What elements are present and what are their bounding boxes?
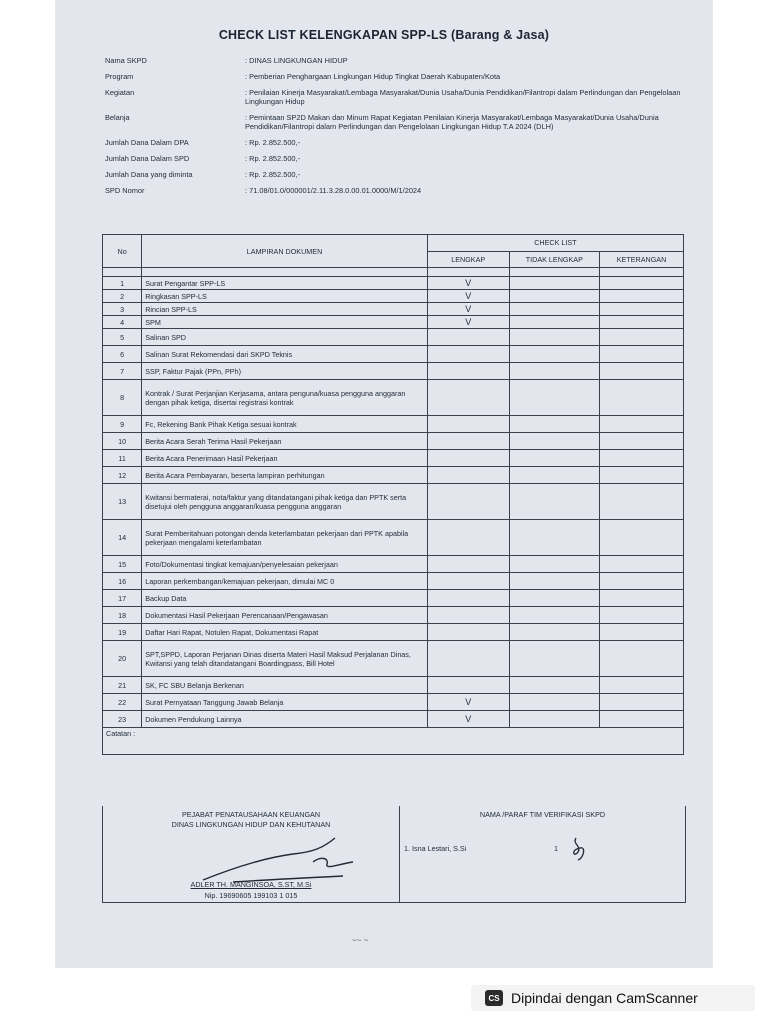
- row-keterangan: [600, 590, 684, 607]
- row-document: Surat Pengantar SPP-LS: [142, 277, 428, 290]
- row-lengkap: [427, 677, 509, 694]
- row-tidak-lengkap: [509, 416, 599, 433]
- meta-label: Program: [105, 72, 134, 81]
- row-keterangan: [600, 694, 684, 711]
- row-keterangan: [600, 433, 684, 450]
- row-document: Fc, Rekening Bank Pihak Ketiga sesuai kontrak: [142, 416, 428, 433]
- table-row: [103, 694, 684, 711]
- row-document: Salinan SPD: [142, 329, 428, 346]
- table-row: [103, 450, 684, 467]
- row-tidak-lengkap: [509, 484, 599, 520]
- row-lengkap: [427, 556, 509, 573]
- official-title: PEJABAT PENATAUSAHAAN KEUANGAN: [181, 810, 321, 819]
- row-document: Kwitansi bermaterai, nota/faktur yang ditandatangani pihak ketiga dan PPTK serta disetujui oleh pengguna anggaran/kuasa pengguna anggaran: [142, 484, 428, 520]
- row-keterangan: [600, 277, 684, 290]
- table-row: [103, 711, 684, 728]
- table-row: [103, 556, 684, 573]
- row-document: Ringkasan SPP-LS: [142, 290, 428, 303]
- row-lengkap: [427, 467, 509, 484]
- row-document: Laporan perkembangan/kemajuan pekerjaan, dimulai MC 0: [142, 573, 428, 590]
- row-keterangan: [600, 641, 684, 677]
- row-keterangan: [600, 624, 684, 641]
- row-number: 11: [103, 450, 142, 467]
- row-tidak-lengkap: [509, 711, 599, 728]
- signature-block: [102, 806, 686, 903]
- table-row: [103, 380, 684, 416]
- header-no: No: [103, 235, 142, 268]
- header-lampiran: LAMPIRAN DOKUMEN: [142, 235, 428, 268]
- signature-right: [400, 806, 685, 902]
- official-nip: Nip. 19690605 199103 1 015: [204, 891, 298, 900]
- row-document: Salinan Surat Rekomendasi dari SKPD Teknis: [142, 346, 428, 363]
- row-document: SK, FC SBU Belanja Berkenan: [142, 677, 428, 694]
- meta-label: Kegiatan: [105, 88, 135, 97]
- meta-label: SPD Nomor: [105, 186, 145, 195]
- row-tidak-lengkap: [509, 573, 599, 590]
- row-document: SPT,SPPD, Laporan Perjanan Dinas diserta Materi Hasil Maksud Perjalanan Dinas, Kwitansi yang telah ditandatangani Boardingpass, Bill Hotel: [142, 641, 428, 677]
- row-tidak-lengkap: [509, 316, 599, 329]
- header-checklist: CHECK LIST: [427, 235, 683, 252]
- row-number: 5: [103, 329, 142, 346]
- row-tidak-lengkap: [509, 433, 599, 450]
- row-lengkap: [427, 416, 509, 433]
- row-document: Daftar Hari Rapat, Notulen Rapat, Dokumentasi Rapat: [142, 624, 428, 641]
- row-lengkap: V: [427, 290, 509, 303]
- row-number: 8: [103, 380, 142, 416]
- row-lengkap: V: [427, 711, 509, 728]
- meta-block: [105, 56, 685, 202]
- camscanner-icon: CS: [485, 990, 503, 1006]
- row-tidak-lengkap: [509, 363, 599, 380]
- table-row: [103, 363, 684, 380]
- verifier-name: 1. Isna Lestari, S.Si: [404, 844, 467, 853]
- row-keterangan: [600, 677, 684, 694]
- row-document: Berita Acara Serah Terima Hasil Pekerjaan: [142, 433, 428, 450]
- meta-value: : Rp. 2.852.500,-: [245, 154, 301, 163]
- document-title: CHECK LIST KELENGKAPAN SPP-LS (Barang & Jasa): [218, 28, 550, 42]
- row-tidak-lengkap: [509, 380, 599, 416]
- row-number: 16: [103, 573, 142, 590]
- row-tidak-lengkap: [509, 607, 599, 624]
- row-tidak-lengkap: [509, 520, 599, 556]
- table-row: [103, 316, 684, 329]
- row-tidak-lengkap: [509, 556, 599, 573]
- row-tidak-lengkap: [509, 303, 599, 316]
- row-keterangan: [600, 363, 684, 380]
- meta-row: [105, 170, 685, 179]
- row-lengkap: [427, 641, 509, 677]
- verifier-heading: NAMA /PARAF TIM VERIFIKASI SKPD: [479, 810, 606, 819]
- row-lengkap: [427, 363, 509, 380]
- table-row: [103, 573, 684, 590]
- meta-value: : Pemberian Penghargaan Lingkungan Hidup Tingkat Daerah Kabupaten/Kota: [245, 72, 501, 81]
- row-tidak-lengkap: [509, 677, 599, 694]
- meta-value: : DINAS LINGKUNGAN HIDUP: [245, 56, 348, 65]
- row-tidak-lengkap: [509, 450, 599, 467]
- row-tidak-lengkap: [509, 694, 599, 711]
- row-keterangan: [600, 556, 684, 573]
- row-lengkap: [427, 484, 509, 520]
- row-tidak-lengkap: [509, 624, 599, 641]
- row-number: 14: [103, 520, 142, 556]
- row-number: 10: [103, 433, 142, 450]
- meta-row: [105, 56, 685, 65]
- row-keterangan: [600, 380, 684, 416]
- row-tidak-lengkap: [509, 590, 599, 607]
- row-number: 4: [103, 316, 142, 329]
- verifier-paraf: [568, 836, 590, 862]
- row-number: 2: [103, 290, 142, 303]
- row-number: 1: [103, 277, 142, 290]
- row-lengkap: V: [427, 277, 509, 290]
- row-number: 21: [103, 677, 142, 694]
- row-keterangan: [600, 303, 684, 316]
- table-row: [103, 624, 684, 641]
- row-document: Rincian SPP-LS: [142, 303, 428, 316]
- meta-row: [105, 88, 685, 106]
- row-lengkap: [427, 624, 509, 641]
- row-document: Surat Pemberitahuan potongan denda keterlambatan pekerjaan dari PPTK apabila pekerjaan mengalami keterlambatan: [142, 520, 428, 556]
- table-row: [103, 416, 684, 433]
- row-keterangan: [600, 711, 684, 728]
- row-lengkap: [427, 520, 509, 556]
- checklist-table: [102, 234, 684, 755]
- row-document: Dokumentasi Hasil Pekerjaan Perencanaan/Pengawasan: [142, 607, 428, 624]
- row-keterangan: [600, 520, 684, 556]
- row-lengkap: [427, 433, 509, 450]
- row-number: 19: [103, 624, 142, 641]
- meta-label: Jumlah Dana Dalam SPD: [105, 154, 190, 163]
- row-keterangan: [600, 329, 684, 346]
- table-row: [103, 484, 684, 520]
- row-document: SSP, Faktur Pajak (PPn, PPh): [142, 363, 428, 380]
- table-row: [103, 520, 684, 556]
- row-lengkap: V: [427, 316, 509, 329]
- row-number: 17: [103, 590, 142, 607]
- row-lengkap: [427, 329, 509, 346]
- scanned-page: [55, 0, 713, 968]
- row-document: Dokumen Pendukung Lainnya: [142, 711, 428, 728]
- table-row: [103, 433, 684, 450]
- table-row: [103, 677, 684, 694]
- meta-value: : Rp. 2.852.500,-: [245, 138, 301, 147]
- row-document: Surat Pernyataan Tanggung Jawab Belanja: [142, 694, 428, 711]
- row-lengkap: V: [427, 694, 509, 711]
- row-keterangan: [600, 416, 684, 433]
- row-number: 9: [103, 416, 142, 433]
- verifier-number: 1: [554, 844, 558, 853]
- row-keterangan: [600, 346, 684, 363]
- table-row: [103, 303, 684, 316]
- table-row: [103, 277, 684, 290]
- row-keterangan: [600, 573, 684, 590]
- meta-row: [105, 72, 685, 81]
- row-document: SPM: [142, 316, 428, 329]
- official-department: DINAS LINGKUNGAN HIDUP DAN KEHUTANAN: [171, 820, 331, 829]
- row-document: Berita Acara Pembayaran, beserta lampiran perhitungan: [142, 467, 428, 484]
- row-keterangan: [600, 484, 684, 520]
- row-number: 7: [103, 363, 142, 380]
- row-tidak-lengkap: [509, 467, 599, 484]
- row-number: 13: [103, 484, 142, 520]
- row-lengkap: V: [427, 303, 509, 316]
- row-tidak-lengkap: [509, 290, 599, 303]
- row-document: Berita Acara Penerimaan Hasil Pekerjaan: [142, 450, 428, 467]
- signature-left: [103, 806, 400, 902]
- row-number: 22: [103, 694, 142, 711]
- row-lengkap: [427, 573, 509, 590]
- header-lengkap: LENGKAP: [427, 251, 509, 268]
- row-lengkap: [427, 590, 509, 607]
- meta-row: [105, 113, 685, 131]
- meta-label: Belanja: [105, 113, 130, 122]
- row-lengkap: [427, 346, 509, 363]
- table-row: [103, 346, 684, 363]
- meta-label: Jumlah Dana Dalam DPA: [105, 138, 189, 147]
- row-keterangan: [600, 450, 684, 467]
- row-lengkap: [427, 607, 509, 624]
- document-paper: [55, 0, 713, 968]
- row-number: 23: [103, 711, 142, 728]
- meta-value: : 71.08/01.0/000001/2.11.3.28.0.00.01.0000/M/1/2024: [245, 186, 422, 195]
- table-row: [103, 290, 684, 303]
- row-tidak-lengkap: [509, 346, 599, 363]
- meta-value: : Penilaian Kinerja Masyarakat/Lembaga Masyarakat/Dunia Usaha/Dunia Pendidikan/Filantropi dalam Perlindungan dan Pengelolaan Lingkungan Hidup: [245, 88, 681, 106]
- row-document: Kontrak / Surat Perjanjian Kerjasama, antara penguna/kuasa pengguna anggaran dengan pihak ketiga, disertai registrasi kontrak: [142, 380, 428, 416]
- row-keterangan: [600, 316, 684, 329]
- page-mark: ~~ ~: [352, 936, 369, 945]
- table-row: [103, 467, 684, 484]
- row-number: 12: [103, 467, 142, 484]
- meta-row: [105, 186, 685, 195]
- header-keterangan: KETERANGAN: [600, 251, 684, 268]
- meta-label: Nama SKPD: [105, 56, 147, 65]
- camscanner-text: Dipindai dengan CamScanner: [511, 990, 698, 1006]
- row-tidak-lengkap: [509, 277, 599, 290]
- row-tidak-lengkap: [509, 641, 599, 677]
- meta-value: : Rp. 2.852.500,-: [245, 170, 301, 179]
- meta-label: Jumlah Dana yang diminta: [105, 170, 193, 179]
- header-tidak-lengkap: TIDAK LENGKAP: [509, 251, 599, 268]
- row-lengkap: [427, 380, 509, 416]
- meta-row: [105, 138, 685, 147]
- table-row: [103, 329, 684, 346]
- official-name: ADLER TH. MANGINSOA, S.ST, M.Si: [190, 880, 312, 889]
- row-number: 20: [103, 641, 142, 677]
- row-lengkap: [427, 450, 509, 467]
- table-row: [103, 641, 684, 677]
- row-keterangan: [600, 290, 684, 303]
- row-keterangan: [600, 467, 684, 484]
- catatan-cell: Catatan :: [103, 728, 684, 755]
- row-number: 15: [103, 556, 142, 573]
- row-number: 18: [103, 607, 142, 624]
- row-number: 3: [103, 303, 142, 316]
- row-document: Foto/Dokumentasi tingkat kemajuan/penyelesaian pekerjaan: [142, 556, 428, 573]
- meta-value: : Pemintaan SP2D Makan dan Minum Rapat Kegiatan Penilaian Kinerja Masyarakat/Lembaga Masyarakat/Dunia Usaha/Dunia Pendidikan/Filantropi dalam Perlindungan dan Pengelolaan Lingkungan Hidup T.A 2024 (DLH): [245, 113, 659, 131]
- row-tidak-lengkap: [509, 329, 599, 346]
- camscanner-badge: [471, 985, 755, 1011]
- row-document: Backup Data: [142, 590, 428, 607]
- table-row: [103, 590, 684, 607]
- row-number: 6: [103, 346, 142, 363]
- table-row: [103, 607, 684, 624]
- meta-row: [105, 154, 685, 163]
- row-keterangan: [600, 607, 684, 624]
- handwritten-signature: [193, 828, 393, 888]
